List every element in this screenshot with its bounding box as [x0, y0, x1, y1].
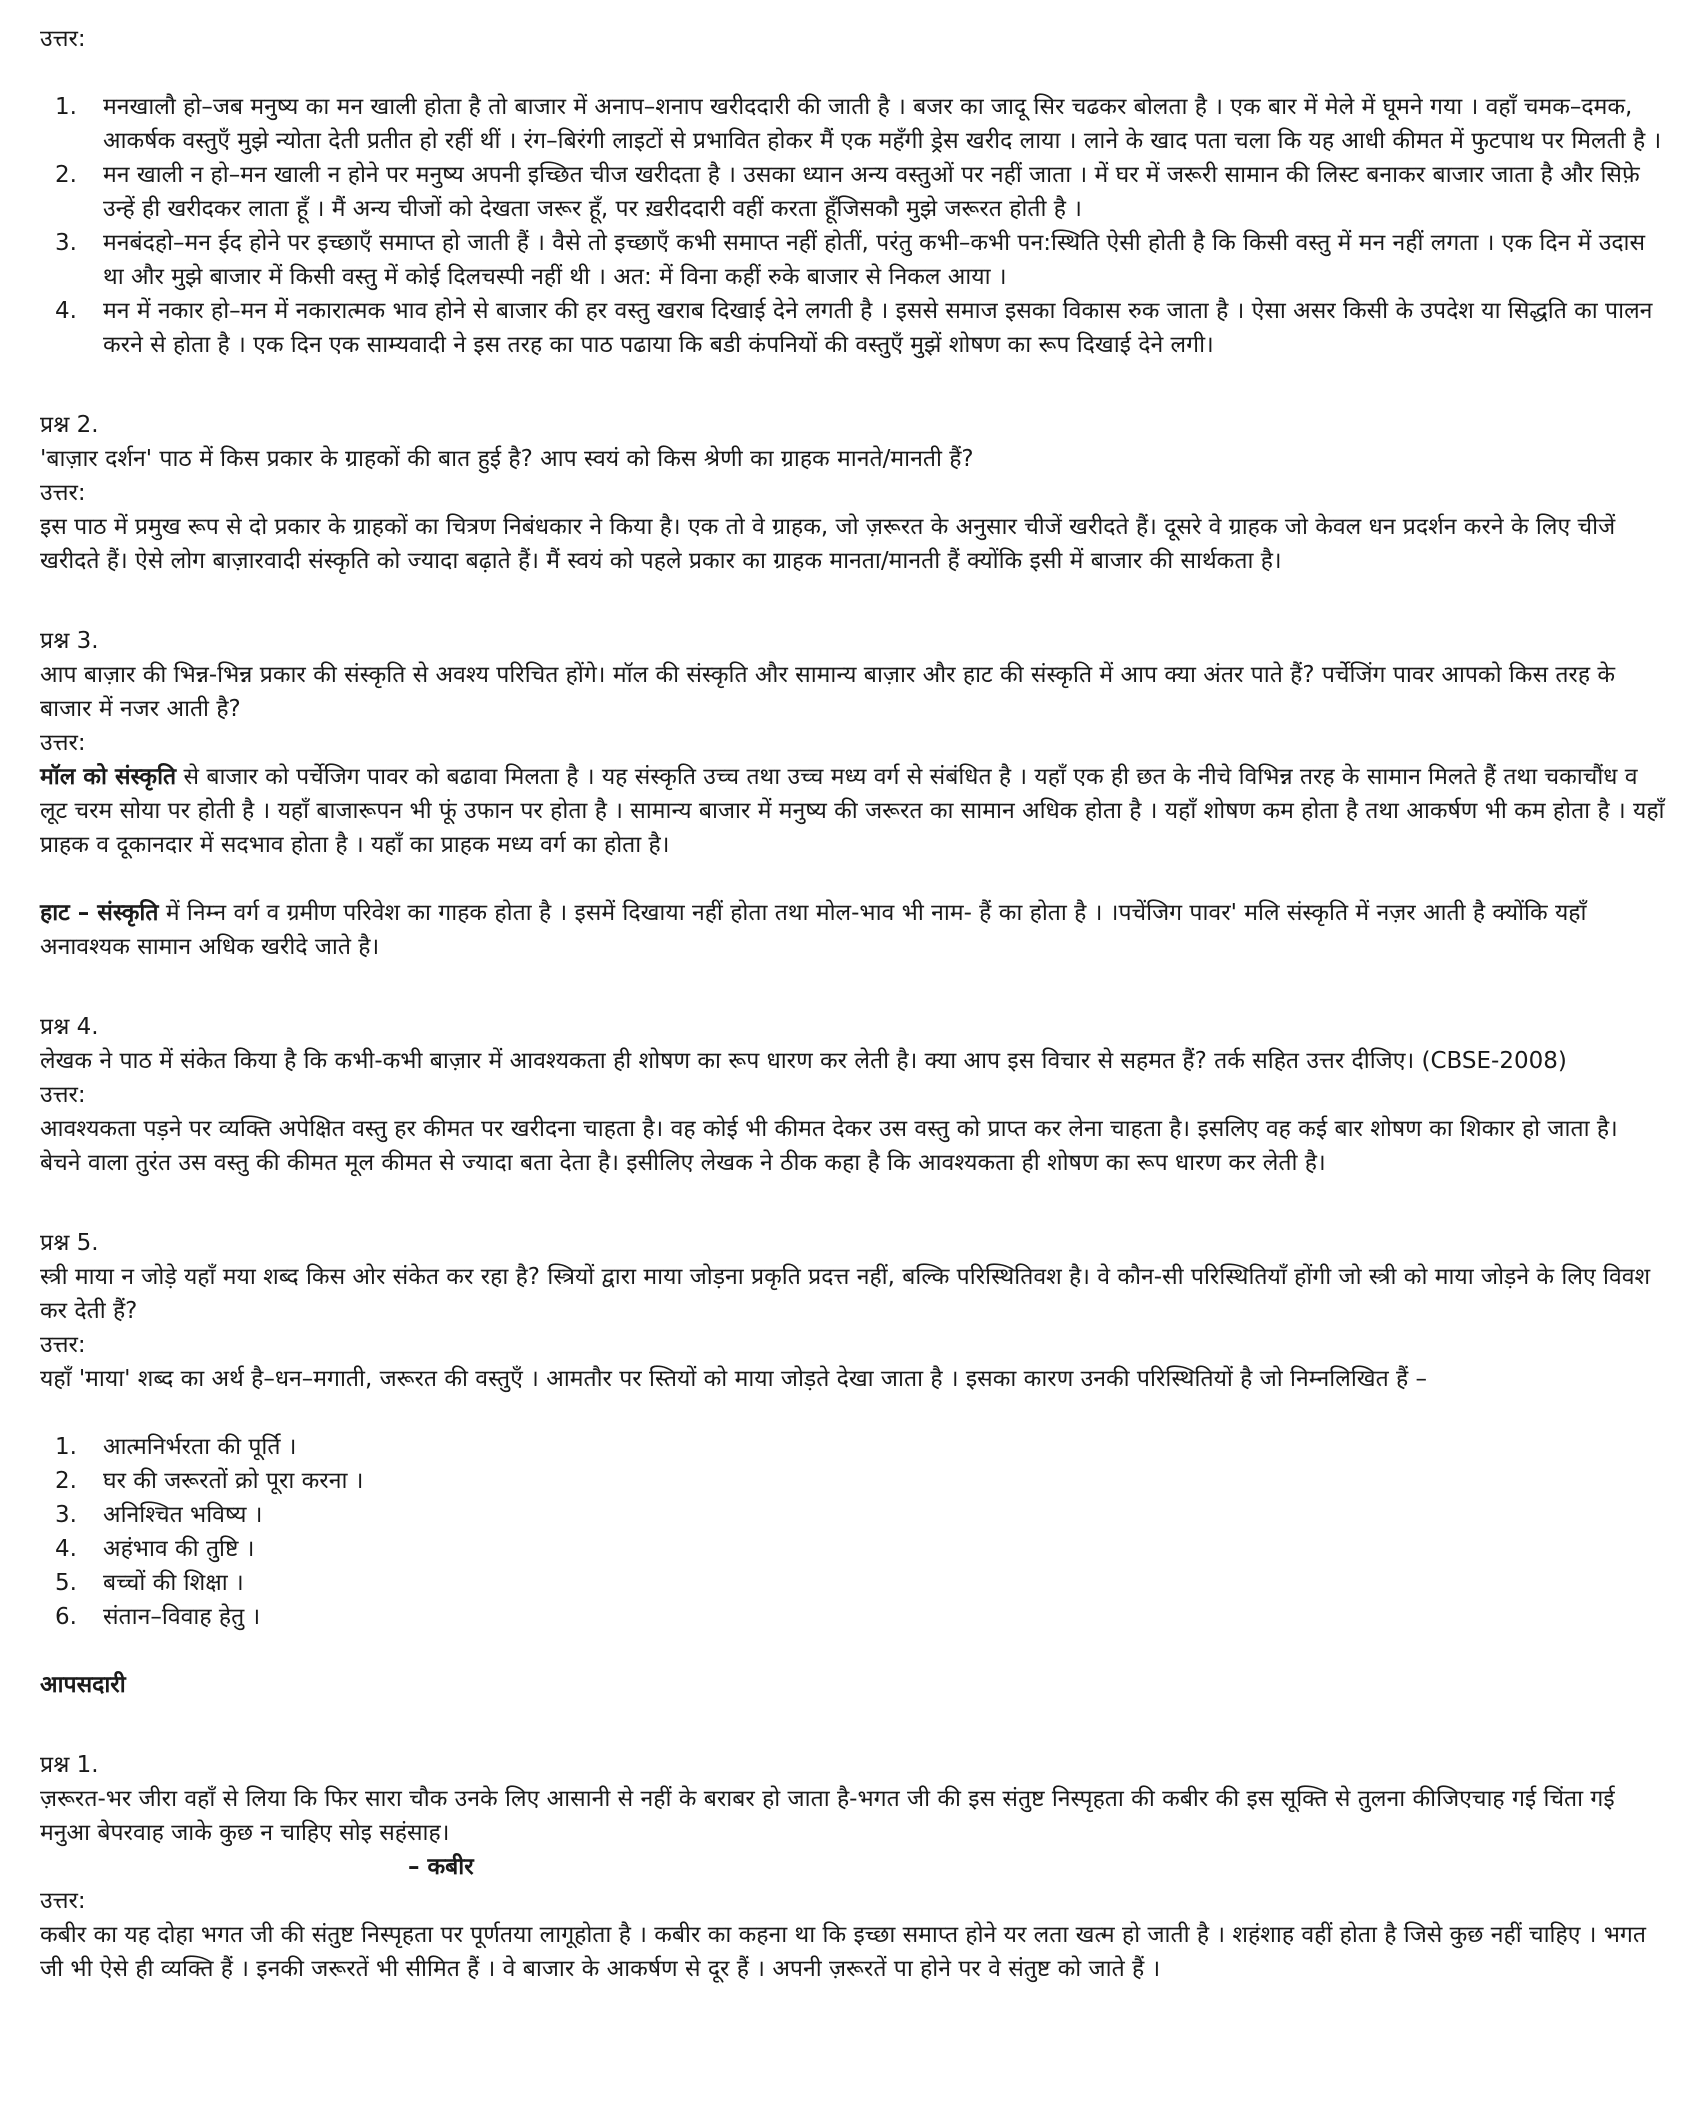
question-label: प्रश्न 5. — [40, 1230, 99, 1256]
answer-label: उत्तर: — [40, 1888, 86, 1914]
answer-label: उत्तर: — [40, 730, 86, 756]
bold-term: मॉल को संस्कृति — [40, 764, 177, 790]
list-item: 3. मनबंदहो–मन ईद होने पर इच्छाएँ समाप्त हो जाती हैं । वैसे तो इच्छाएँ कभी समाप्त नहीं होतीं, परंतु कभी–कभी पन:स्थिति ऐसी होती है कि किसी वस्तु में मन नहीं लगता । एक दिन में उदास था और मुझे बाजार में किसी वस्तु में कोई दिलचस्पी नहीं थी । अत: में विना कहीं रुके बाजार से निकल आया । — [55, 230, 1646, 290]
question-label: प्रश्न 3. — [40, 628, 99, 654]
list-item: 4. मन में नकार हो–मन में नकारात्मक भाव होने से बाजार की हर वस्तु खराब दिखाई देने लगती है । इससे समाज इसका विकास रुक जाता है । ऐसा असर किसी के उपदेश या सिद्धति का पालन करने से होता है । एक दिन एक साम्यवादी ने इस तरह का पाठ पढाया कि बडी कंपनियों की वस्तुएँ मुझें शोषण का रूप दिखाई देने लगी। — [55, 298, 1653, 358]
answer-label: उत्तर: — [40, 1332, 86, 1358]
bold-term: हाट – संस्कृति — [40, 900, 159, 926]
answer-text: आवश्यकता पड़ने पर व्यक्ति अपेक्षित वस्तु हर कीमत पर खरीदना चाहता है। वह कोई भी कीमत देकर उस वस्तु को प्राप्त कर लेना चाहता है। इसलिए वह कई बार शोषण का शिकार हो जाता है। बेचने वाला तुरंत उस वस्तु की कीमत मूल कीमत से ज्यादा बता देता है। इसीलिए लेखक ने ठीक कहा है कि आवश्यकता ही शोषण का रूप धारण कर लेती है। — [40, 1116, 1618, 1176]
question-text: स्त्री माया न जोड़े यहाँ मया शब्द किस ओर संकेत कर रहा है? स्त्रियों द्वारा माया जोड़ना प्रकृति प्रदत्त नहीं, बल्कि परिस्थितिवश है। वे कौन-सी परिस्थितियाँ होंगी जो स्त्री को माया जोड़ने के लिए विवश कर देती हैं? — [40, 1264, 1651, 1324]
list-item: 1. आत्मनिर्भरता की पूर्ति । — [55, 1434, 297, 1460]
document-page — [40, 22, 1665, 1986]
answer-label: उत्तर: — [40, 1082, 86, 1108]
list-item: 6. संतान–विवाह हेतु । — [55, 1604, 261, 1630]
reasons-list — [40, 1430, 1665, 1634]
answer-label: उत्तर: — [40, 26, 86, 52]
answer-text: इस पाठ में प्रमुख रूप से दो प्रकार के ग्राहकों का चित्रण निबंधकार ने किया है। एक तो वे ग्राहक, जो ज़रूरत के अनुसार चीजें खरीदते हैं। दूसरे वे ग्राहक जो केवल धन प्रदर्शन करने के लिए चीजें खरीदते हैं। ऐसे लोग बाज़ारवादी संस्कृति को ज्यादा बढ़ाते हैं। मैं स्वयं को पहले प्रकार का ग्राहक मानता/मानती हैं क्योंकि इसी में बाजार की सार्थकता है। — [40, 514, 1616, 574]
attribution: – कबीर — [408, 1854, 474, 1880]
question-label: प्रश्न 1. — [40, 1752, 99, 1778]
list-item: 5. बच्चों की शिक्षा । — [55, 1570, 244, 1596]
answer-text: यहाँ 'माया' शब्द का अर्थ है–धन–मगाती, जरूरत की वस्तुएँ । आमतौर पर स्तियों को माया जोड़ते देखा जाता है । इसका कारण उनकी परिस्थितियों है जो निम्नलिखित हैं – — [40, 1366, 1428, 1392]
question-text: 'बाज़ार दर्शन' पाठ में किस प्रकार के ग्राहकों की बात हुई है? आप स्वयं को किस श्रेणी का ग्राहक मानते/मानती हैं? — [40, 446, 974, 472]
question-label: प्रश्न 2. — [40, 412, 99, 438]
section-title: आपसदारी — [40, 1672, 126, 1698]
question-text: ज़रूरत-भर जीरा वहाँ से लिया कि फिर सारा चौक उनके लिए आसानी से नहीं के बराबर हो जाता है-भगत जी की इस संतुष्ट निस्पृहता की कबीर की इस सूक्ति से तुलना कीजिएचाह गई चिंता गई मनुआ बेपरवाह जाके कुछ न चाहिए सोइ सहंसाह। — [40, 1786, 1615, 1846]
question-text: लेखक ने पाठ में संकेत किया है कि कभी-कभी बाज़ार में आवश्यकता ही शोषण का रूप धारण कर लेती है। क्या आप इस विचार से सहमत हैं? तर्क सहित उत्तर दीजिए। (CBSE-2008) — [40, 1048, 1567, 1074]
list-item: 1. मनखालौ हो–जब मनुष्य का मन खाली होता है तो बाजार में अनाप–शनाप खरीददारी की जाती है । बजर का जादू सिर चढकर बोलता है । एक बार में मेले में घूमने गया । वहाँ चमक–दमक, आकर्षक वस्तुएँ मुझे न्योता देती प्रतीत हो रहीं थीं । रंग–बिरंगी लाइटों से प्रभावित होकर मैं एक महँगी ड्रेस खरीद लाया । लाने के खाद पता चला कि यह आधी कीमत में फुटपाथ पर मिलती है । — [55, 94, 1662, 154]
list-item: 2. घर की जरूरतों क्रो पूरा करना । — [55, 1468, 364, 1494]
answer-text: कबीर का यह दोहा भगत जी की संतुष्ट निस्पृहता पर पूर्णतया लागूहोता है । कबीर का कहना था कि इच्छा समाप्त होने यर लता खत्म हो जाती है । शहंशाह वहीं होता है जिसे कुछ नहीं चाहिए । भगत जी भी ऐसे ही व्यक्ति हैं । इनकी जरूरतें भी सीमित हैं । वे बाजार के आकर्षण से दूर हैं । अपनी ज़रूरतें पा होने पर वे संतुष्ट को जाते हैं । — [40, 1922, 1646, 1982]
list-item: 4. अहंभाव की तुष्टि । — [55, 1536, 255, 1562]
question-text: आप बाज़ार की भिन्न-भिन्न प्रकार की संस्कृति से अवश्य परिचित होंगे। मॉल की संस्कृति और सामान्य बाज़ार और हाट की संस्कृति में आप क्या अंतर पाते हैं? पर्चेजिंग पावर आपको किस तरह के बाजार में नजर आती है? — [40, 662, 1616, 722]
question-label: प्रश्न 4. — [40, 1014, 99, 1040]
answer-paragraph: हाट – संस्कृति में निम्न वर्ग व ग्रमीण परिवेश का गाहक होता है । इसमें दिखाया नहीं होता तथा मोल-भाव भी नाम- हैं का होता है । ।पचेंजिग पावर' मलि संस्कृति में नज़र आती है क्योंकि यहाँ अनावश्यक सामान अधिक खरीदे जाते है। — [40, 900, 1587, 960]
answer-list — [40, 90, 1665, 362]
list-item: 2. मन खाली न हो–मन खाली न होने पर मनुष्य अपनी इच्छित चीज खरीदता है । उसका ध्यान अन्य वस्तुओं पर नहीं जाता । में घर में जरूरी सामान की लिस्ट बनाकर बाजार जाता है और सिफ़े उन्हें ही खरीदकर लाता हूँ । मैं अन्य चीजों को देखता जरूर हूँ, पर ख़रीददारी वहीं करता हूँजिसकौ मुझे जरूरत होती है । — [55, 162, 1640, 222]
answer-paragraph: मॉल को संस्कृति से बाजार को पर्चेजिग पावर को बढावा मिलता है । यह संस्कृति उच्च तथा उच्च मध्य वर्ग से संबंधित है । यहाँ एक ही छत के नीचे विभिन्न तरह के सामान मिलते हैं तथा चकाचौंध व लूट चरम सोया पर होती है । यहाँ बाजारूपन भी फूं उफान पर होता है । सामान्य बाजार में मनुष्य की जरूरत का सामान अधिक होता है । यहाँ शोषण कम होता है तथा आकर्षण भी कम होता है । यहाँ प्राहक व दूकानदार में सदभाव होता है । यहाँ का प्राहक मध्य वर्ग का होता है। — [40, 764, 1665, 858]
list-item: 3. अनिश्चित भविष्य । — [55, 1502, 263, 1528]
answer-label: उत्तर: — [40, 480, 86, 506]
